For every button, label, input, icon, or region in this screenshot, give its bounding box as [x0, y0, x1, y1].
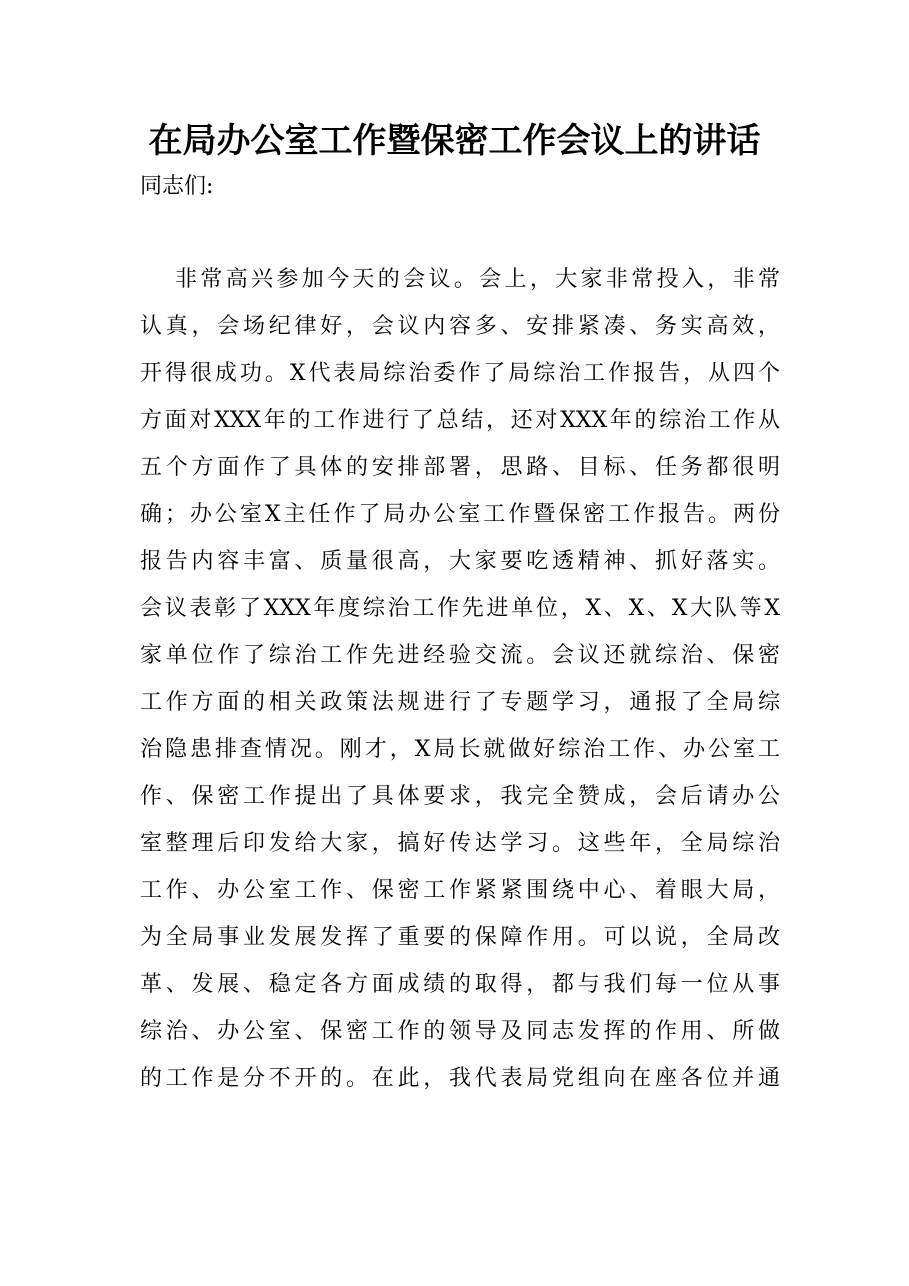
salutation: 同志们: — [140, 174, 214, 199]
document-title: 在局办公室工作暨保密工作会议上的讲话 — [148, 121, 761, 161]
text-line: 家单位作了综治工作先进经验交流。会议还就综治、保密 — [140, 643, 780, 668]
text-line: 综治、办公室、保密工作的领导及同志发挥的作用、所做 — [140, 1019, 780, 1044]
text-line: 确；办公室X主任作了局办公室工作暨保密工作报告。两份 — [140, 502, 780, 527]
text-line: 会议表彰了XXX年度综治工作先进单位，X、X、X大队等X — [140, 596, 780, 621]
text-line: 认真，会场纪律好，会议内容多、安排紧凑、务实高效， — [140, 314, 780, 339]
body-paragraph — [140, 256, 780, 1102]
text-line: 的工作是分不开的。在此，我代表局党组向在座各位并通 — [140, 1066, 780, 1091]
text-line: 为全局事业发展发挥了重要的保障作用。可以说，全局改 — [140, 925, 780, 950]
text-line: 治隐患排查情况。刚才，X局长就做好综治工作、办公室工 — [140, 737, 780, 762]
text-line: 五个方面作了具体的安排部署，思路、目标、任务都很明 — [140, 455, 780, 480]
text-line: 开得很成功。X代表局综治委作了局综治工作报告，从四个 — [140, 361, 780, 386]
text-line: 方面对XXX年的工作进行了总结，还对XXX年的综治工作从 — [140, 408, 780, 433]
text-line: 非常高兴参加今天的会议。会上，大家非常投入，非常 — [175, 267, 780, 292]
text-line: 室整理后印发给大家，搞好传达学习。这些年，全局综治 — [140, 831, 780, 856]
text-line: 作、保密工作提出了具体要求，我完全赞成，会后请办公 — [140, 784, 780, 809]
text-line: 工作方面的相关政策法规进行了专题学习，通报了全局综 — [140, 690, 780, 715]
text-line: 革、发展、稳定各方面成绩的取得，都与我们每一位从事 — [140, 972, 780, 997]
text-line: 报告内容丰富、质量很高，大家要吃透精神、抓好落实。 — [140, 549, 780, 574]
text-line: 工作、办公室工作、保密工作紧紧围绕中心、着眼大局， — [140, 878, 780, 903]
